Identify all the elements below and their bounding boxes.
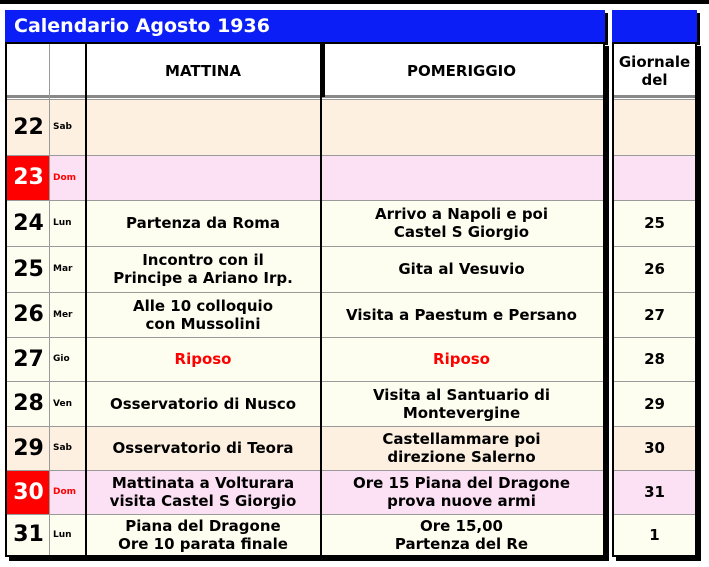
morning-entry: Riposo [86, 337, 320, 381]
day-of-week: Sab [50, 426, 86, 470]
morning-entry: Incontro con il Principe a Ariano Irp. [86, 246, 320, 292]
day-of-week: Sab [50, 99, 86, 155]
header-divider [614, 95, 695, 98]
morning-entry: Piana del Dragone Ore 10 parata finale [86, 514, 320, 555]
giornale-day: 27 [614, 292, 695, 337]
giornale-day: 26 [614, 246, 695, 292]
header-divider [7, 95, 603, 98]
day-of-week: Mar [50, 246, 86, 292]
giornale-day: 25 [614, 200, 695, 246]
giornale-day [614, 99, 695, 155]
row-divider [614, 246, 695, 247]
row-divider [7, 246, 603, 247]
row-divider [7, 514, 603, 515]
morning-entry [86, 99, 320, 155]
row-divider [614, 381, 695, 382]
day-number: 25 [7, 246, 50, 292]
day-number: 28 [7, 381, 50, 426]
afternoon-entry: Arrivo a Napoli e poi Castel S Giorgio [320, 200, 603, 246]
day-of-week: Mer [50, 292, 86, 337]
day-number: 26 [7, 292, 50, 337]
day-number: 22 [7, 99, 50, 155]
day-number: 23 [7, 155, 50, 200]
column-divider [320, 97, 322, 555]
day-of-week: Ven [50, 381, 86, 426]
row-divider [614, 200, 695, 201]
morning-entry: Osservatorio di Nusco [86, 381, 320, 426]
day-of-week: Dom [50, 155, 86, 200]
row-divider [614, 337, 695, 338]
row-divider [7, 337, 603, 338]
row-divider [7, 381, 603, 382]
day-number: 27 [7, 337, 50, 381]
header-giornale: Giornale del [614, 44, 695, 97]
column-divider [49, 44, 50, 555]
morning-entry: Alle 10 colloquio con Mussolini [86, 292, 320, 337]
day-number: 29 [7, 426, 50, 470]
afternoon-entry: Riposo [320, 337, 603, 381]
afternoon-entry: Ore 15,00 Partenza del Re [320, 514, 603, 555]
row-divider [614, 292, 695, 293]
row-divider [614, 470, 695, 471]
row-divider [7, 99, 603, 100]
calendar-title: Calendario Agosto 1936 [5, 10, 605, 42]
giornale-day: 1 [614, 514, 695, 555]
morning-entry [86, 155, 320, 200]
row-divider [614, 514, 695, 515]
afternoon-entry: Visita a Paestum e Persano [320, 292, 603, 337]
afternoon-entry: Gita al Vesuvio [320, 246, 603, 292]
top-border [0, 0, 709, 4]
afternoon-entry: Visita al Santuario di Montevergine [320, 381, 603, 426]
giornale-day [614, 155, 695, 200]
header-blank-dow [50, 44, 86, 97]
giornale-day: 31 [614, 470, 695, 514]
giornale-day: 30 [614, 426, 695, 470]
calendar-table [5, 42, 605, 557]
day-number: 30 [7, 470, 50, 514]
day-of-week: Lun [50, 514, 86, 555]
giornale-day: 28 [614, 337, 695, 381]
row-divider [7, 292, 603, 293]
giornale-column [612, 42, 697, 557]
afternoon-entry: Ore 15 Piana del Dragone prova nuove armi [320, 470, 603, 514]
row-divider [614, 426, 695, 427]
column-divider [320, 44, 325, 97]
row-divider [7, 470, 603, 471]
morning-entry: Mattinata a Volturara visita Castel S Giorgio [86, 470, 320, 514]
header-pomeriggio: POMERIGGIO [320, 44, 603, 97]
day-of-week: Gio [50, 337, 86, 381]
row-divider [7, 426, 603, 427]
header-mattina: MATTINA [86, 44, 320, 97]
row-divider [614, 155, 695, 156]
day-number: 24 [7, 200, 50, 246]
day-of-week: Dom [50, 470, 86, 514]
day-of-week: Lun [50, 200, 86, 246]
row-divider [7, 200, 603, 201]
side-title-bar [612, 10, 697, 42]
giornale-day: 29 [614, 381, 695, 426]
afternoon-entry: Castellammare poi direzione Salerno [320, 426, 603, 470]
row-divider [614, 99, 695, 100]
header-blank-num [7, 44, 50, 97]
morning-entry: Osservatorio di Teora [86, 426, 320, 470]
afternoon-entry [320, 155, 603, 200]
row-divider [7, 155, 603, 156]
afternoon-entry [320, 99, 603, 155]
morning-entry: Partenza da Roma [86, 200, 320, 246]
day-number: 31 [7, 514, 50, 555]
column-divider [85, 44, 87, 555]
